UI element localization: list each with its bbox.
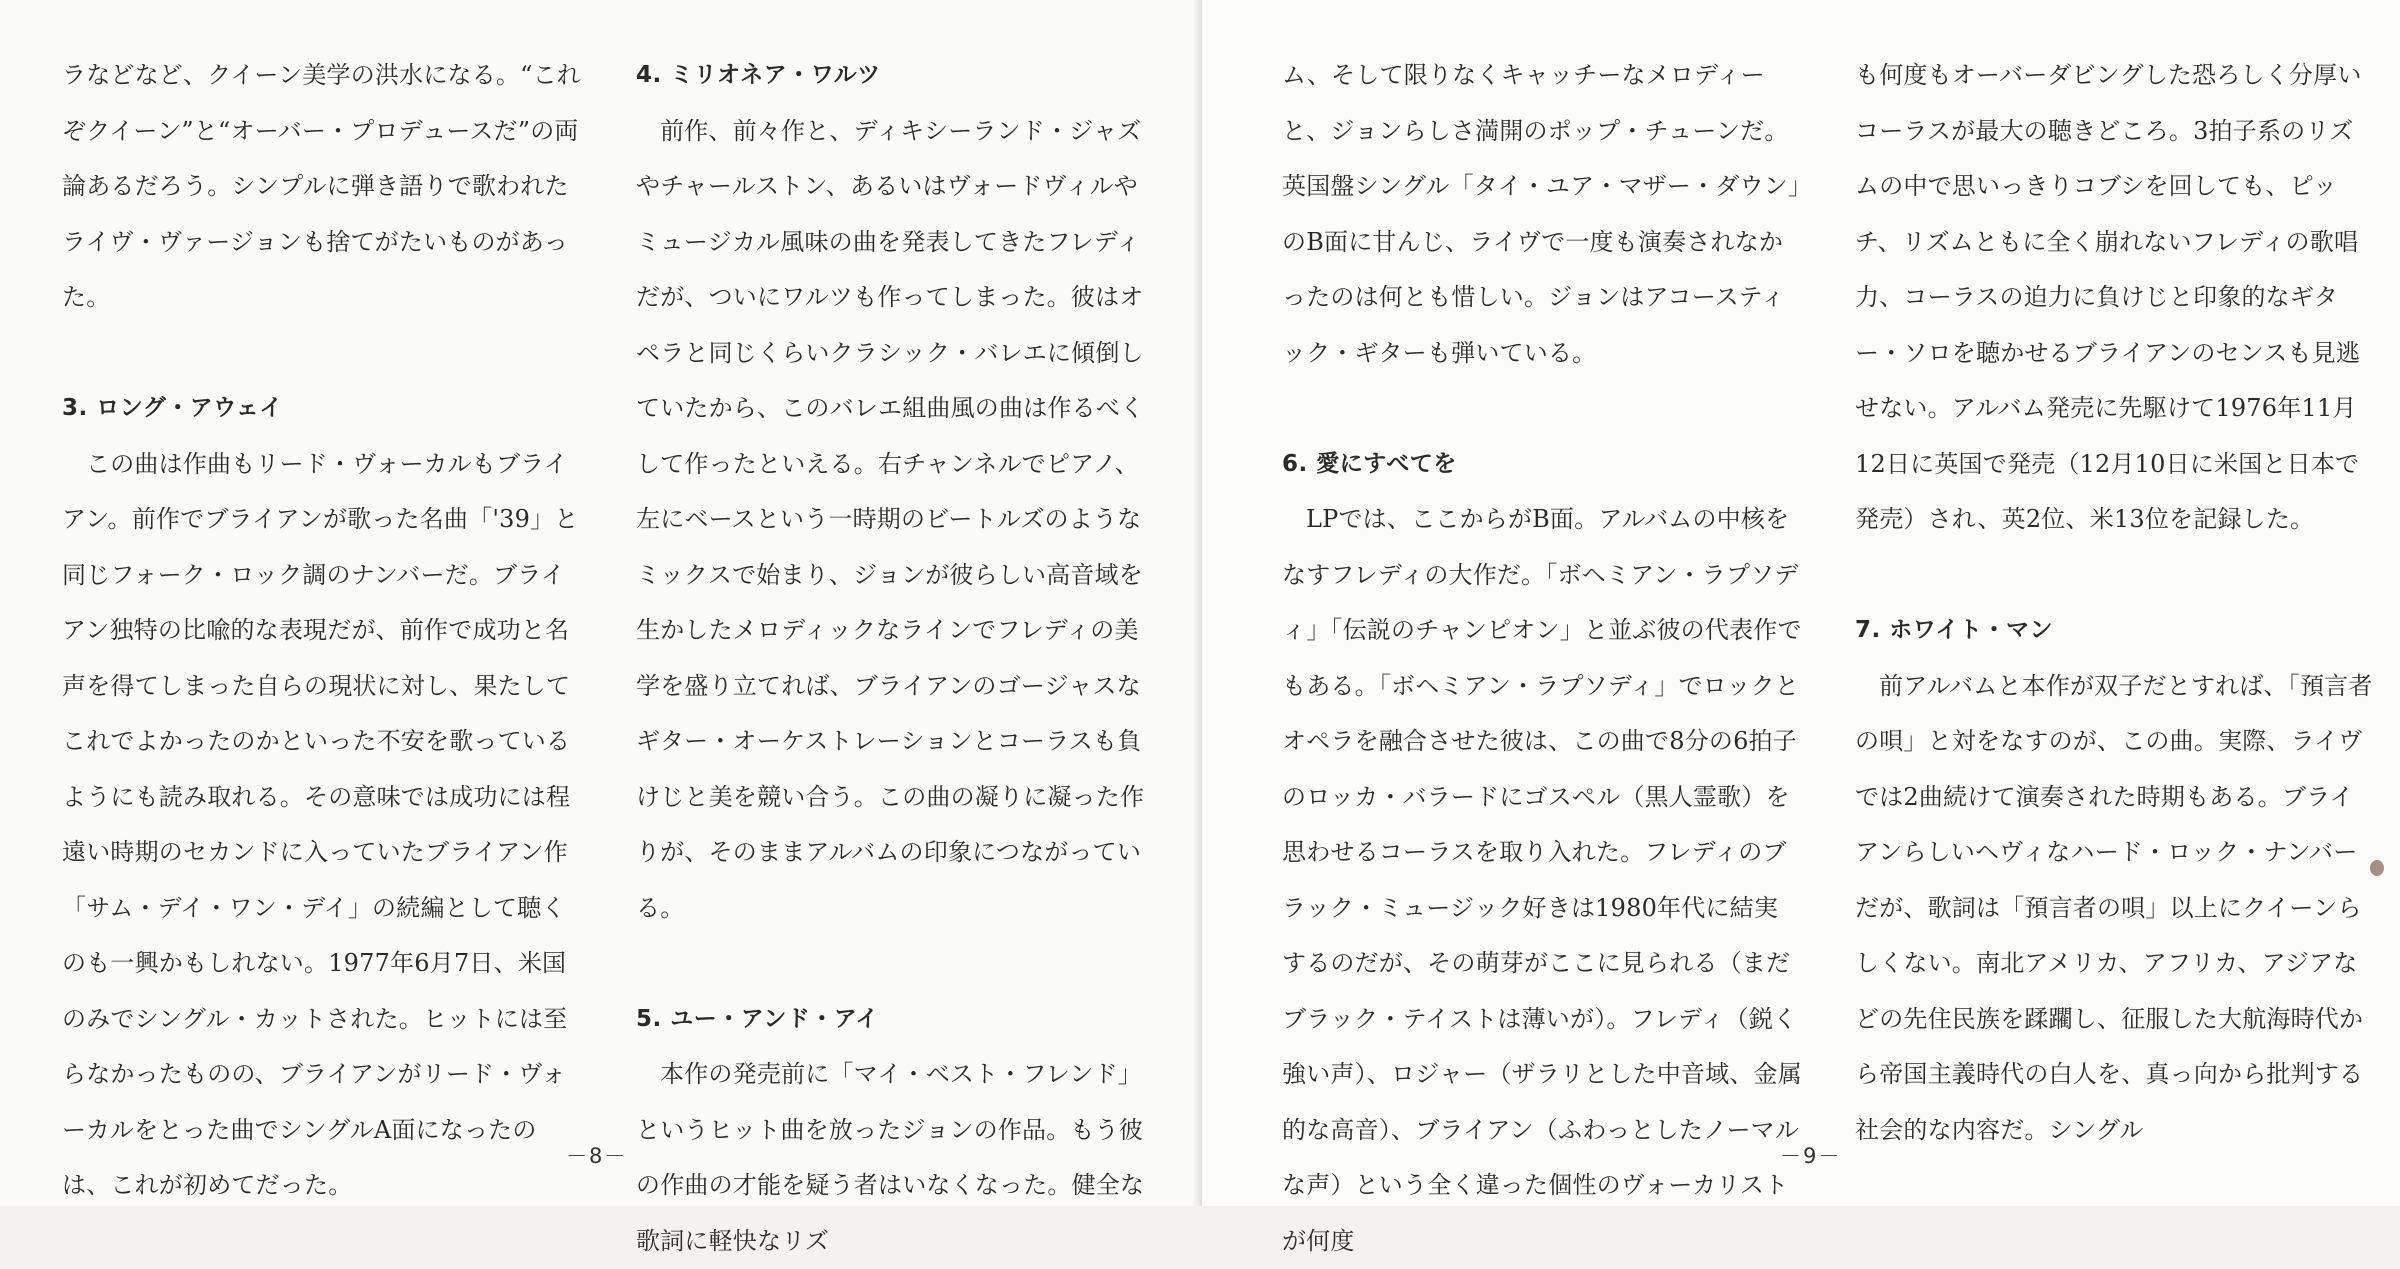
paragraph-track-5: 本作の発売前に「マイ・ベスト・フレンド」というヒット曲を放ったジョンの作品。もう彼の作曲の才能を疑う者はいなくなった。健全な歌詞に軽快なリズ: [636, 1060, 1145, 1255]
paragraph-track-7: 前アルバムと本作が双子だとすれば、「預言者の唄」と対をなすのが、この曲。実際、ライヴでは2曲続けて演奏された時期もある。ブライアンらしいヘヴィなハード・ロック・ナンバーだが、歌詞は「預言者の唄」以上にクイーンらしくない。南北アメリカ、アフリカ、アジアなどの先住民族を蹂躙し、征服した大航海時代から帝国主義時代の白人を、真っ向から批判する社会的な内容だ。シングル: [1855, 671, 2373, 1144]
column-3: [1282, 48, 1802, 1269]
paragraph-track-6: LPでは、ここからがB面。アルバムの中核をなすフレディの大作だ。「ボヘミアン・ラプソディ」「伝説のチャンピオン」と並ぶ彼の代表作でもある。「ボヘミアン・ラプソディ」でロックとオペラを融合させた彼は、この曲で8分の6拍子のロッカ・バラードにゴスペル（黒人霊歌）を思わせるコーラスを取り入れた。フレディのブラック・ミュージック好きは1980年代に結実するのだが、その萌芽がここに見られる（まだブラック・テイストは薄いが）。フレディ（鋭く強い声）、ロジャー（ザラリとした中音域、金属的な高音）、ブライアン（ふわっとしたノーマルな声）という全く違った個性のヴォーカリストが何度: [1282, 505, 1802, 1255]
page-number: －9－: [1780, 1144, 1842, 1168]
paragraph-track-4: 前作、前々作と、ディキシーランド・ジャズやチャールストン、あるいはヴォードヴィルやミュージカル風味の曲を発表してきたフレディだが、ついにワルツも作ってしまった。彼はオペラと同じくらいクラシック・バレエに傾倒していたから、このバレエ組曲風の曲は作るべくして作ったといえる。右チャンネルでピアノ、左にベースという一時期のビートルズのようなミックスで始まり、ジョンが彼らしい高音域を生かしたメロディックなラインでフレディの美学を盛り立てれば、ブライアンのゴージャスなギター・オーケストレーションとコーラスも負けじと美を競い合う。この曲の凝りに凝った作りが、そのままアルバムの印象につながっている。: [636, 116, 1145, 922]
paragraph-track-3: この曲は作曲もリード・ヴォーカルもブライアン。前作でブライアンが歌った名曲「'39」と同じフォーク・ロック調のナンバーだ。ブライアン独特の比喩的な表現だが、前作で成功と名声を得てしまった自らの現状に対し、果たしてこれでよかったのかといった不安を歌っているようにも読み取れる。その意味では成功には程遠い時期のセカンドに入っていたブライアン作「サム・デイ・ワン・デイ」の続編として聴くのも一興かもしれない。1977年6月7日、米国のみでシングル・カットされた。ヒットには至らなかったものの、ブライアンがリード・ヴォーカルをとった曲でシングルA面になったのは、これが初めてだった。: [62, 449, 579, 1199]
page-9: [1202, 0, 2400, 1255]
paper-stain: [2370, 860, 2384, 876]
continued-paragraph: も何度もオーバーダビングした恐ろしく分厚いコーラスが最大の聴きどころ。3拍子系のリズムの中で思いっきりコブシを回しても、ピッチ、リズムともに全く崩れないフレディの歌唱力、コーラスの迫力に負けじと印象的なギター・ソロを聴かせるブライアンのセンスも見逃せない。アルバム発売に先駆けて1976年11月12日に英国で発売（12月10日に米国と日本で発売）され、英2位、米13位を記録した。: [1855, 61, 2362, 533]
column-1: [62, 48, 582, 1214]
heading-track-5: 5. ユー・アンド・アイ: [636, 1005, 879, 1032]
page-number: －8－: [566, 1144, 628, 1168]
page-8: [0, 0, 1198, 1255]
continued-paragraph: ム、そして限りなくキャッチーなメロディーと、ジョンらしさ満開のポップ・チューンだ。英国盤シングル「タイ・ユア・マザー・ダウン」のB面に甘んじ、ライヴで一度も演奏されなかったのは何とも惜しい。ジョンはアコースティック・ギターも弾いている。: [1282, 61, 1801, 367]
column-2: [636, 48, 1156, 1269]
heading-track-7: 7. ホワイト・マン: [1855, 617, 2054, 643]
heading-track-4: 4. ミリオネア・ワルツ: [636, 62, 881, 88]
heading-track-3: 3. ロング・アウェイ: [62, 395, 283, 421]
column-4: [1855, 48, 2375, 1158]
heading-track-6: 6. 愛にすべてを: [1282, 450, 1457, 477]
continued-paragraph: ラなどなど、クイーン美学の洪水になる。“これぞクイーン”と“オーバー・プロデュースだ”の両論あるだろう。シンプルに弾き語りで歌われたライヴ・ヴァージョンも捨てがたいものがあった。: [62, 61, 581, 311]
